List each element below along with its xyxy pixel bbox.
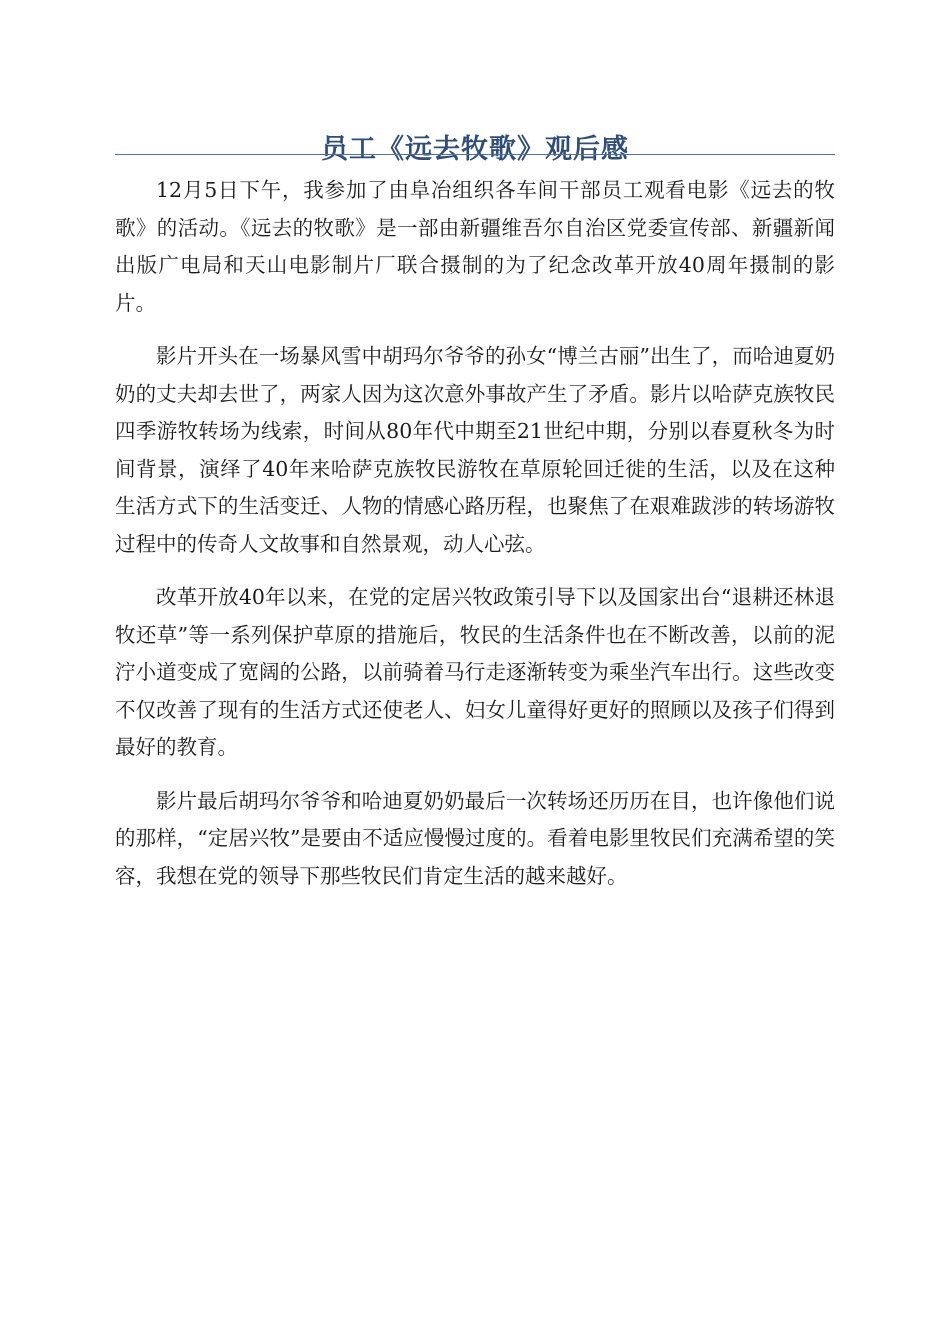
- paragraph-3: 改革开放40年以来，在党的定居兴牧政策引导下以及国家出台“退耕还林退牧还草”等一系列保护草原的措施后，牧民的生活条件也在不断改善，以前的泥泞小道变成了宽阔的公路，以前骑着马行走逐渐转变为乘坐汽车出行。这些改变不仅改善了现有的生活方式还使老人、妇女儿童得好更好的照顾以及孩子们得到最好的教育。: [115, 585, 835, 759]
- paragraph-4: 影片最后胡玛尔爷爷和哈迪夏奶奶最后一次转场还历历在目，也许像他们说的那样，“定居兴牧”是要由不适应慢慢过度的。看着电影里牧民们充满希望的笑容，我想在党的领导下那些牧民们肯定生活的越来越好。: [115, 788, 835, 888]
- paragraph-2: 影片开头在一场暴风雪中胡玛尔爷爷的孙女“博兰古丽”出生了，而哈迪夏奶奶的丈夫却去世了，两家人因为这次意外事故产生了矛盾。影片以哈萨克族牧民四季游牧转场为线索，时间从80年代中期至21世纪中期，分别以春夏秋冬为时间背景，演绎了40年来哈萨克族牧民游牧在草原轮回迁徙的生活，以及在这种生活方式下的生活变迁、人物的情感心路历程，也聚焦了在艰难跋涉的转场游牧过程中的传奇人文故事和自然景观，动人心弦。: [115, 344, 835, 556]
- document-body: [115, 172, 835, 911]
- title-underline: [115, 154, 835, 155]
- paragraph-1: 12月5日下午，我参加了由阜冶组织各车间干部员工观看电影《远去的牧歌》的活动。《远去的牧歌》是一部由新疆维吾尔自治区党委宣传部、新疆新闻出版广电局和天山电影制片厂联合摄制的为了纪念改革开放40周年摄制的影片。: [115, 178, 835, 315]
- page-title: 员工《远去牧歌》观后感: [321, 134, 629, 166]
